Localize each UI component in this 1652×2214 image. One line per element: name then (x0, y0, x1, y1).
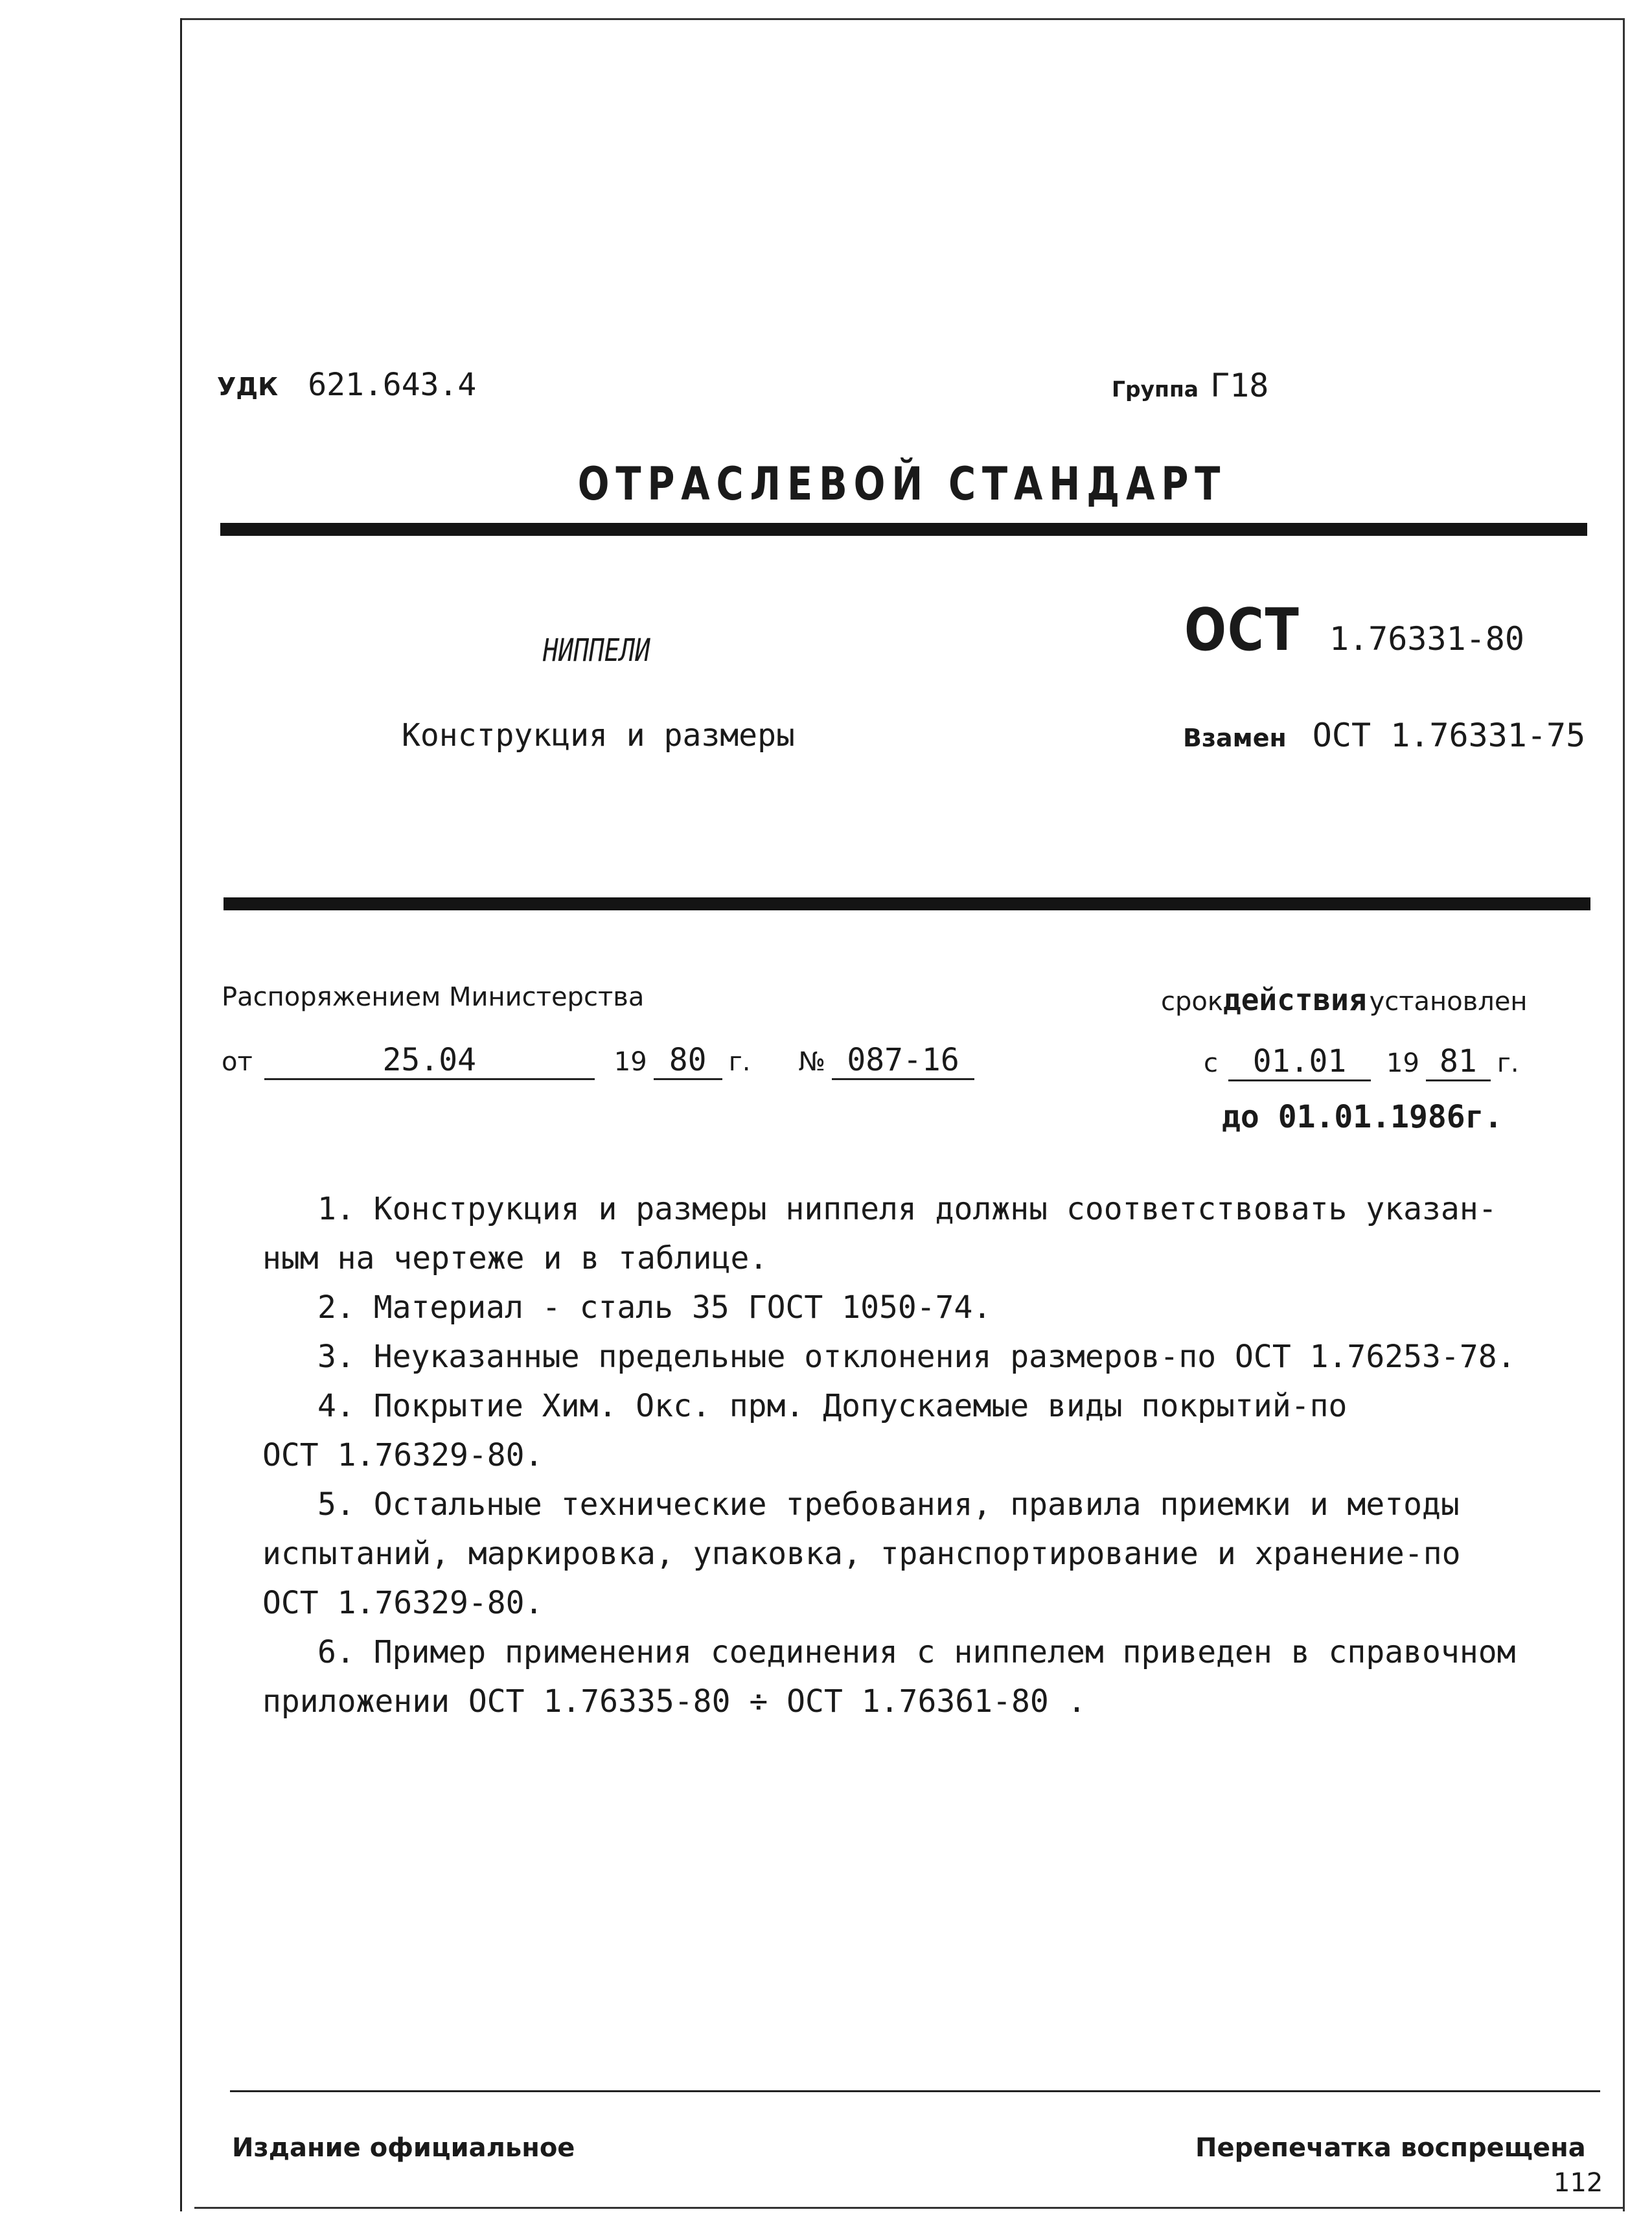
order-year-suffix: 80 (654, 1042, 722, 1080)
ost-label: ОСТ (1184, 596, 1300, 664)
document-title: ОТРАСЛЕВОЙ СТАНДАРТ (577, 457, 1227, 511)
order-line (222, 1042, 974, 1080)
clause-4-continuation: ОСТ 1.76329-80. (262, 1437, 544, 1473)
order-year-unit: г. (728, 1047, 751, 1077)
clause-5-text: Остальные технические требования, правила приемки и методы (373, 1486, 1460, 1523)
footer-edition: Издание официальное (232, 2133, 575, 2163)
order-year-prefix: 19 (614, 1047, 647, 1077)
subject-thick-rule (224, 897, 1590, 910)
frame-bottom-line (194, 2207, 1625, 2209)
order-from-label: от (222, 1047, 253, 1077)
frame-top-line (180, 18, 1625, 20)
order-date: 25.04 (264, 1042, 595, 1080)
udk-label: УДК (217, 373, 279, 401)
validity-until: до 01.01.1986г. (1222, 1099, 1503, 1135)
udk-value: 621.643.4 (308, 367, 477, 403)
clause-4-number: 4. (317, 1388, 355, 1424)
validity-heading (1161, 982, 1528, 1017)
clause-1-continuation: ным на чертеже и в таблице. (262, 1240, 768, 1276)
validity-label-prefix: срок (1161, 987, 1224, 1017)
order-number-label: № (798, 1047, 826, 1077)
subject-name: НИППЕЛИ (543, 632, 650, 669)
page-number: 112 (1554, 2168, 1603, 2198)
replaces-block (1183, 717, 1585, 754)
clause-5-continuation-1: испытаний, маркировка, упаковка, транспортирование и хранение-по (262, 1536, 1461, 1572)
title-thick-rule (220, 523, 1587, 536)
clause-5-continuation-2: ОСТ 1.76329-80. (262, 1585, 544, 1621)
validity-from-date: 01.01 (1228, 1043, 1371, 1081)
clause-6-text: Пример применения соединения с ниппелем приведен в справочном (373, 1634, 1516, 1670)
clause-2 (262, 1283, 1516, 1332)
clause-4 (262, 1381, 1516, 1431)
validity-label-suffix: установлен (1369, 987, 1528, 1017)
clause-5 (262, 1480, 1516, 1529)
validity-year-suffix: 81 (1426, 1043, 1491, 1081)
clause-1 (262, 1184, 1516, 1234)
clause-6 (262, 1628, 1516, 1677)
clause-3-number: 3. (317, 1339, 355, 1375)
order-number: 087-16 (832, 1042, 974, 1080)
clause-3 (262, 1332, 1516, 1381)
frame-right-line (1623, 18, 1625, 2211)
clause-6-continuation: приложении ОСТ 1.76335-80 ÷ ОСТ 1.76361-80 . (262, 1683, 1086, 1720)
ost-number: 1.76331-80 (1329, 620, 1524, 658)
clause-3-text: Неуказанные предельные отклонения размеров-по ОСТ 1.76253-78. (373, 1339, 1516, 1375)
footer-reprint: Перепечатка воспрещена (1195, 2133, 1586, 2163)
group-value: Г18 (1210, 367, 1269, 404)
clause-5-number: 5. (317, 1486, 355, 1523)
clause-1-number: 1. (317, 1191, 355, 1227)
subject-subtitle: Конструкция и размеры (402, 717, 795, 754)
group-block (1112, 367, 1268, 404)
footer-rule (230, 2090, 1600, 2092)
clause-4-text: Покрытие Хим. Окс. прм. Допускаемые виды покрытий-по (373, 1388, 1348, 1424)
replaces-label: Взамен (1183, 724, 1287, 752)
clauses-list (262, 1184, 1516, 1726)
order-by-ministry: Распоряжением Министерства (222, 982, 645, 1012)
validity-from-label: с (1204, 1048, 1218, 1078)
replaces-value: ОСТ 1.76331-75 (1312, 717, 1586, 754)
validity-year-unit: г. (1497, 1048, 1519, 1078)
udk-block (217, 367, 476, 403)
group-label: Группа (1112, 376, 1199, 402)
ost-designation (1184, 596, 1524, 664)
validity-label-bold: действия (1223, 982, 1367, 1017)
validity-year-prefix: 19 (1386, 1048, 1419, 1078)
validity-from-line (1204, 1043, 1519, 1081)
clause-6-number: 6. (317, 1634, 355, 1670)
frame-left-line (180, 18, 182, 2211)
clause-2-number: 2. (317, 1289, 355, 1326)
clause-1-text: Конструкция и размеры ниппеля должны соответствовать указан- (373, 1191, 1497, 1227)
clause-2-text: Материал - сталь 35 ГОСТ 1050-74. (373, 1289, 992, 1326)
